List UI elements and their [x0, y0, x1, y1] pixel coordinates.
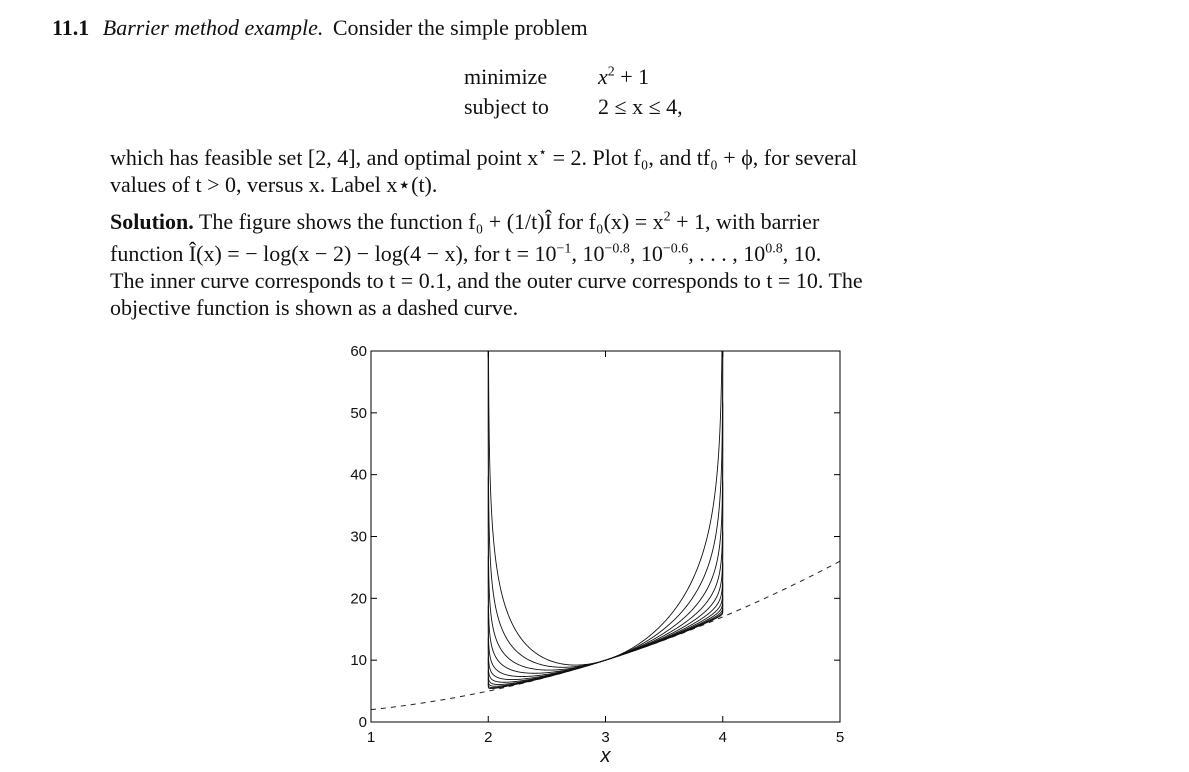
solution-line-4: objective function is shown as a dashed curve. — [110, 295, 519, 320]
y-tick-label-30: 30 — [350, 528, 367, 546]
problem-number: 11.1 — [52, 15, 90, 40]
statement-line-2: values of t > 0, versus x. Label x⋆(t). — [110, 172, 438, 197]
barrier-curve-t-0 — [488, 0, 723, 665]
barrier-curve-t-9 — [488, 603, 723, 687]
barrier-curve-t-2 — [488, 277, 723, 671]
barrier-curve-t-3 — [488, 402, 723, 673]
solution-label: Solution. — [110, 209, 194, 234]
y-tick-label-60: 60 — [350, 343, 367, 360]
barrier-curve-t-7 — [488, 583, 723, 685]
barrier-curve-t-1 — [488, 76, 723, 667]
objective-dashed-curve — [371, 561, 840, 709]
constraint-label: subject to — [464, 94, 549, 119]
x-tick-label-1: 1 — [366, 729, 376, 746]
x-tick-label-2: 2 — [484, 729, 493, 746]
x-tick-label-3: 3 — [601, 729, 610, 746]
plot-axes-box — [371, 351, 840, 722]
solution-line-1: Solution. The figure shows the function f₀ + (1/t)Î for $f_0(x) = x^2 + 1$, with barrier — [110, 209, 820, 234]
problem-title: Barrier method example. — [102, 15, 324, 40]
x-axis-label: x — [600, 745, 611, 767]
x-tick-label-4: 4 — [718, 729, 727, 746]
y-tick-label-10: 10 — [350, 652, 367, 670]
y-tick-label-20: 20 — [350, 590, 367, 608]
solution-line-3: The inner curve corresponds to t = 0.1, and the outer curve corresponds to t = 10. The — [110, 268, 863, 293]
barrier-curve-t-6 — [488, 563, 723, 682]
barrier-curve-t-4 — [488, 482, 723, 677]
statement-line-1: which has feasible set [2, 4], and optimal point x⋆ = 2. Plot f₀, and tf₀ + ϕ, for several — [110, 145, 858, 170]
y-tick-label-40: 40 — [350, 466, 367, 484]
constraint-expr: 2 ≤ x ≤ 4, — [598, 94, 683, 119]
x-tick-label-5: 5 — [835, 729, 845, 746]
solution-line-2: function Î(x) = − log(x − 2) − log(4 − x), for $t = 10^{-1}$, $10^{-0.8}$, $10^{-0.6}$, . . . , $10^{0.8}$, 10. — [110, 241, 822, 266]
objective-label: minimize — [464, 64, 548, 89]
y-tick-label-50: 50 — [350, 404, 367, 422]
objective-expr: $x^2 + 1$ — [598, 64, 650, 89]
problem-intro: Consider the simple problem — [332, 15, 588, 40]
y-tick-label-0: 0 — [358, 714, 367, 731]
